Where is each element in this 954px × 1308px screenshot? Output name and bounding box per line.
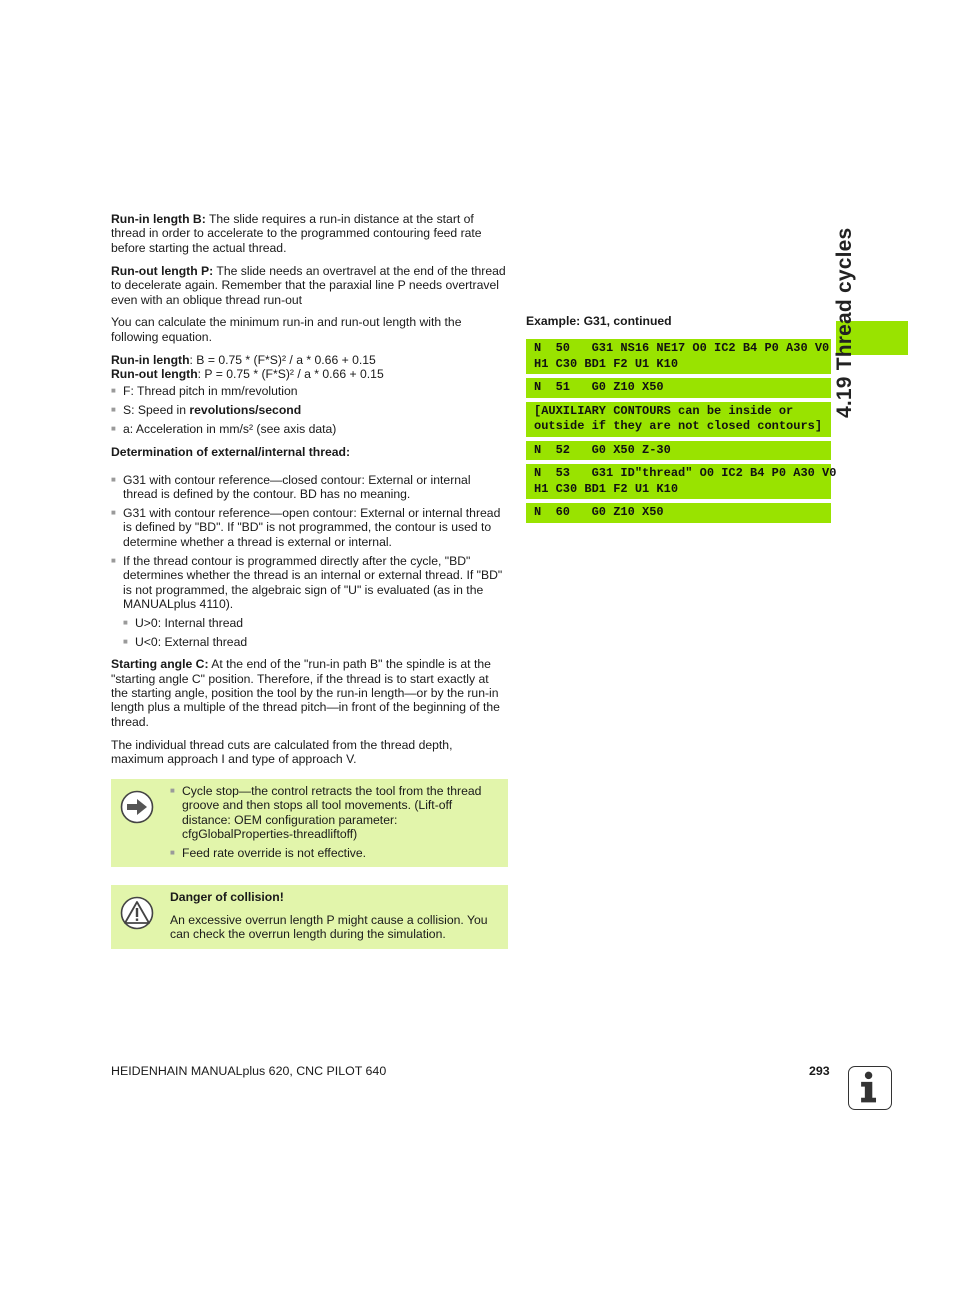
info-note-body [170, 784, 498, 865]
code-line: N 50 G31 NS16 NE17 O0 IC2 B4 P0 A30 V0 H1 C30 BD1 F2 U1 K10 [526, 339, 831, 374]
info-note-item-2: ■ Feed rate override is not effective. [170, 846, 498, 860]
example-code-block [526, 339, 837, 527]
runout-paragraph: Run-out length P: The slide needs an overtravel at the end of the thread to decelerate again. Remember that the paraxial line P needs overtravel even with an oblique thread run-out [111, 263, 506, 307]
info-note [111, 779, 508, 867]
info-icon [848, 1066, 892, 1110]
danger-note [111, 885, 508, 949]
danger-note-text: An excessive overrun length P might cause a collision. You can check the overrun length during the simulation. [170, 912, 488, 942]
determination-heading: Determination of external/internal thread: [111, 445, 351, 460]
warning-icon [120, 896, 154, 930]
formula-runin: Run-in length: B = 0.75 * (F*S)² / a * 0.66 + 0.15 [111, 352, 376, 367]
code-line: N 60 G0 Z10 X50 [526, 503, 831, 523]
variable-f: ■ F: Thread pitch in mm/revolution [111, 384, 508, 398]
page-number: 293 [809, 1064, 830, 1078]
code-line: [AUXILIARY CONTOURS can be inside or outside if they are not closed contours] [526, 402, 831, 437]
runin-paragraph: Run-in length B: The slide requires a run-in distance at the start of thread in order to accelerate to the programmed contouring feed rate before starting the actual thread. [111, 212, 482, 255]
formula-runout: Run-out length: P = 0.75 * (F*S)² / a * 0.66 + 0.15 [111, 367, 384, 382]
determination-sub-2: ■ U<0: External thread [123, 635, 508, 649]
info-i-glyph [849, 1067, 890, 1108]
footer-manual-title: HEIDENHAIN MANUALplus 620, CNC PILOT 640 [111, 1064, 387, 1078]
calc-paragraph: You can calculate the minimum run-in and run-out length with the following equation. [111, 315, 462, 344]
main-text-column [111, 212, 508, 775]
determination-bullet-1: ■ G31 with contour reference—closed contour: External or internal thread is defined by the contour. BD has no meaning. [111, 473, 508, 502]
code-line: N 51 G0 Z10 X50 [526, 378, 831, 398]
starting-angle-paragraph: Starting angle C: At the end of the "run-in path B" the spindle is at the "starting angle C" position. Therefore, if the thread is to start exactly at the starting angle, position the tool by the run-in length—or by the run-in length plus a multiple of the thread pitch—in front of the beginning of the thread. [111, 657, 500, 729]
determination-bullet-3: ■ If the thread contour is programmed directly after the cycle, "BD" determines whether the thread is an internal or external thread. If "BD" is not programmed, the algebraic sign of "U" is evaluated (as in the MANUALplus 4110). [111, 554, 508, 612]
variable-s: ■ S: Speed in revolutions/second [111, 403, 508, 417]
code-line: N 53 G31 ID"thread" O0 IC2 B4 P0 A30 V0 H1 C30 BD1 F2 U1 K10 [526, 464, 831, 499]
info-note-item-1: ■ Cycle stop—the control retracts the tool from the thread groove and then stops all tool movements. (Lift-off distance: OEM configuration parameter: cfgGlobalProperties-threadliftoff) [170, 784, 498, 842]
example-title: Example: G31, continued [526, 314, 672, 328]
thread-cuts-paragraph: The individual thread cuts are calculated from the thread depth, maximum approach I and type of approach V. [111, 737, 453, 767]
danger-note-title: Danger of collision! [170, 890, 284, 904]
section-side-title: 4.19 Thread cycles [833, 227, 856, 418]
arrow-right-icon [120, 790, 154, 824]
determination-sub-1: ■ U>0: Internal thread [123, 616, 508, 630]
determination-bullet-2: ■ G31 with contour reference—open contour: External or internal thread is defined by "BD". If "BD" is not programmed, the contour is used to determine whether a thread is external or internal. [111, 506, 508, 549]
code-line: N 52 G0 X50 Z-30 [526, 441, 831, 461]
variable-a: ■ a: Acceleration in mm/s² (see axis data) [111, 422, 508, 436]
danger-note-body [170, 890, 498, 942]
